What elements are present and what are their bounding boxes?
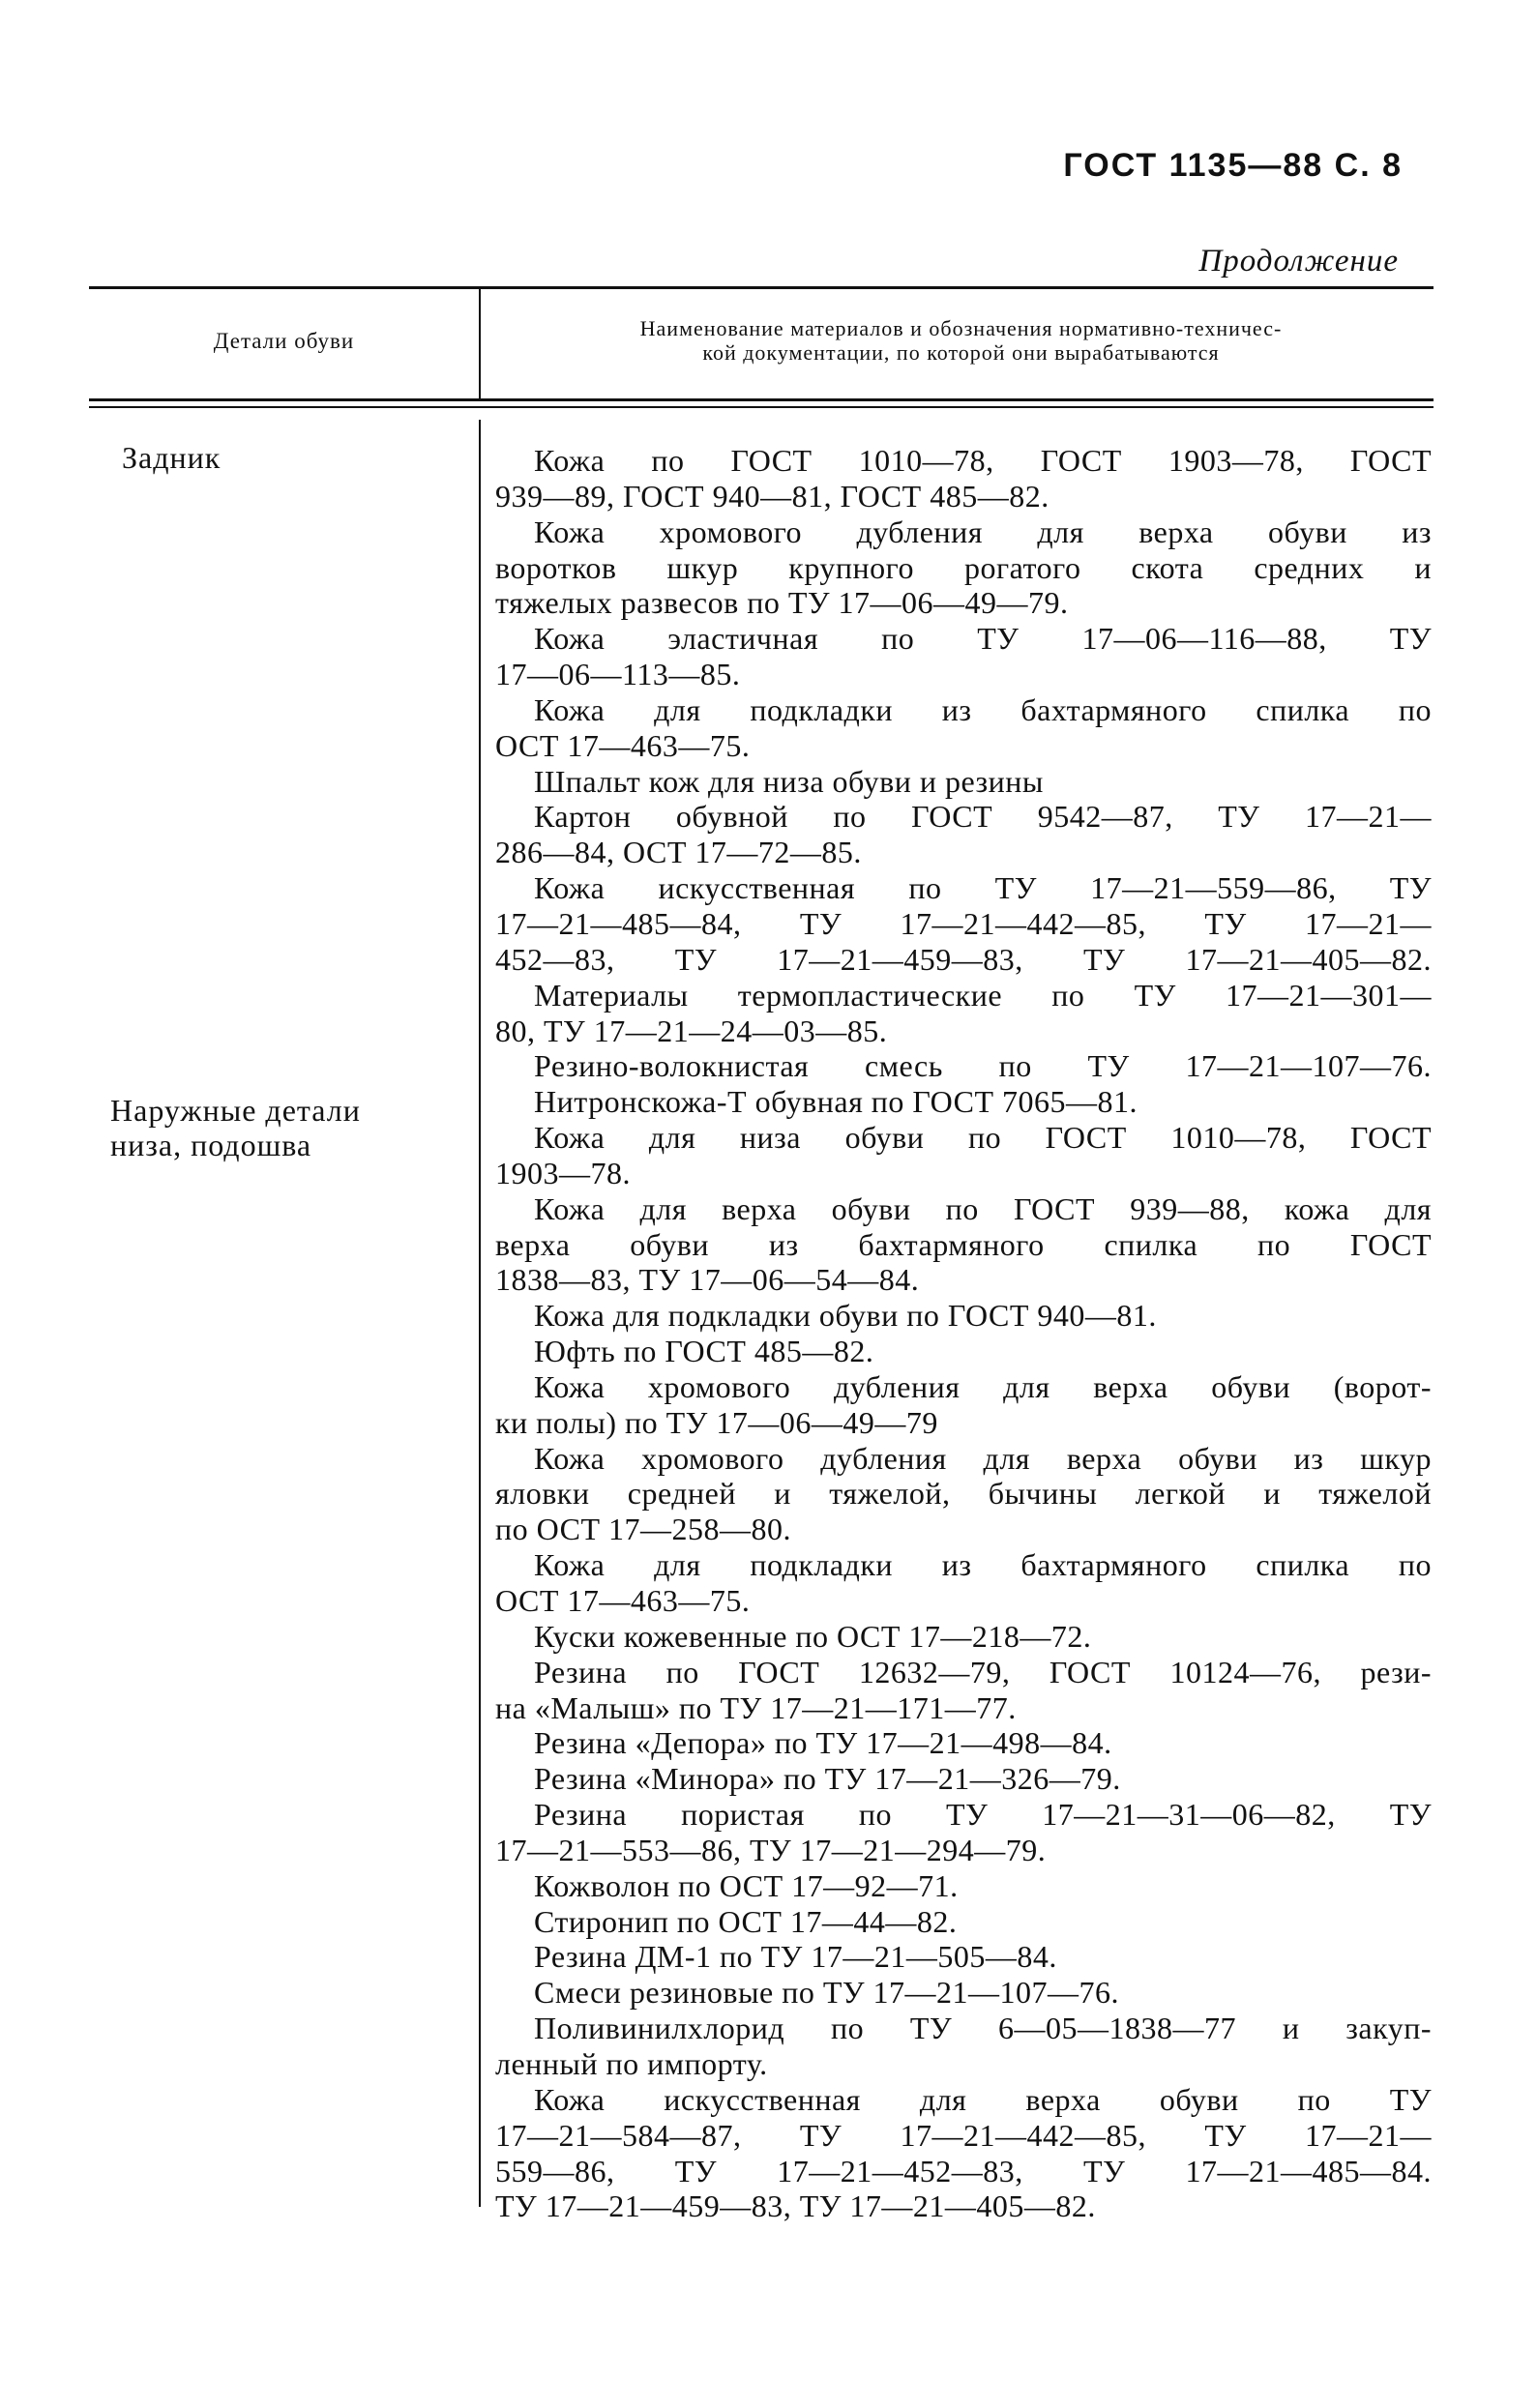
material-line: Кожа для подкладки из бахтармяного спилка по [534, 1547, 1432, 1583]
material-line: ОСТ 17—463—75. [495, 727, 751, 763]
material-line: верха обуви из бахтармяного спилка по ГОСТ [495, 1226, 1432, 1262]
header-bottom-rule [89, 398, 1434, 401]
material-line: Кожа хромового дубления для верха обуви (ворот- [534, 1368, 1432, 1404]
material-line: яловки средней и тяжелой, бычины легкой и тяжелой [495, 1476, 1432, 1512]
material-line: Материалы термопластические по ТУ 17—21—301— [534, 977, 1432, 1013]
shoe-part-line: низа, подошва [110, 1128, 312, 1162]
shoe-part-line: Наружные детали [110, 1093, 361, 1128]
material-line: Кожа искусственная по ТУ 17—21—559—86, ТУ [534, 870, 1432, 906]
material-line: ТУ 17—21—459—83, ТУ 17—21—405—82. [495, 2188, 1096, 2224]
material-line: воротков шкур крупного рогатого скота средних и [495, 549, 1432, 585]
column-header-materials [488, 316, 1434, 365]
shoe-part-outsole [110, 1093, 468, 1162]
column-header-line: Наименование материалов и обозначения нормативно-техничес- [639, 316, 1283, 340]
material-line: Кожа для подкладки из бахтармяного спилка по [534, 691, 1432, 727]
material-line: Поливинилхлорид по ТУ 6—05—1838—77 и закуп- [534, 2011, 1432, 2046]
column-header-parts: Детали обуви [213, 329, 355, 353]
material-line: 452—83, ТУ 17—21—459—83, ТУ 17—21—405—82. [495, 941, 1432, 977]
shoe-part-heel [122, 440, 480, 475]
material-line: Резина «Минора» по ТУ 17—21—326—79. [534, 1761, 1121, 1797]
material-line: Смеси резиновые по ТУ 17—21—107—76. [534, 1975, 1120, 2011]
material-line: по ОСТ 17—258—80. [495, 1512, 792, 1547]
header-bottom-rule-double [89, 406, 1434, 408]
material-line: Кожа для подкладки обуви по ГОСТ 940—81. [534, 1298, 1157, 1334]
materials-column [495, 443, 1432, 2224]
material-line: Кожа хромового дубления для верха обуви из [534, 514, 1432, 549]
material-line: тяжелых развесов по ТУ 17—06—49—79. [495, 585, 1069, 621]
material-line: на «Малыш» по ТУ 17—21—171—77. [495, 1689, 1017, 1725]
material-line: Резина «Депора» по ТУ 17—21—498—84. [534, 1725, 1112, 1761]
material-line: Кожа эластичная по ТУ 17—06—116—88, ТУ [534, 621, 1432, 657]
material-line: 17—21—584—87, ТУ 17—21—442—85, ТУ 17—21— [495, 2117, 1432, 2153]
material-line: 17—21—553—86, ТУ 17—21—294—79. [495, 1832, 1047, 1867]
material-line: ленный по импорту. [495, 2045, 768, 2081]
material-line: Резино-волокнистая смесь по ТУ 17—21—107—76. [534, 1048, 1432, 1084]
material-line: Нитронскожа-Т обувная по ГОСТ 7065—81. [534, 1084, 1138, 1120]
material-line: Кожа искусственная для верха обуви по ТУ [534, 2081, 1432, 2117]
material-line: 939—89, ГОСТ 940—81, ГОСТ 485—82. [495, 478, 1049, 514]
material-line: 17—21—485—84, ТУ 17—21—442—85, ТУ 17—21— [495, 905, 1432, 941]
shoe-part-line: Задник [122, 440, 222, 475]
material-line: Кожа по ГОСТ 1010—78, ГОСТ 1903—78, ГОСТ [534, 443, 1432, 478]
material-line: 80, ТУ 17—21—24—03—85. [495, 1013, 888, 1048]
material-line: Резина ДМ-1 по ТУ 17—21—505—84. [534, 1939, 1057, 1975]
page-header: ГОСТ 1135—88 С. 8 [1063, 147, 1403, 184]
material-line: Юфть по ГОСТ 485—82. [534, 1334, 874, 1369]
material-line: Шпальт кож для низа обуви и резины [534, 763, 1044, 799]
material-line: ОСТ 17—463—75. [495, 1583, 751, 1618]
material-line: Кожа для низа обуви по ГОСТ 1010—78, ГОСТ [534, 1120, 1432, 1156]
column-divider [479, 420, 481, 2207]
column-divider [479, 289, 481, 398]
column-header-line: кой документации, по которой они вырабатываются [702, 340, 1220, 365]
material-line: ки полы) по ТУ 17—06—49—79 [495, 1404, 938, 1440]
material-line: Куски кожевенные по ОСТ 17—218—72. [534, 1618, 1092, 1654]
material-line: 559—86, ТУ 17—21—452—83, ТУ 17—21—485—84. [495, 2153, 1432, 2188]
material-line: Стиронип по ОСТ 17—44—82. [534, 1903, 958, 1939]
continuation-label: Продолжение [1198, 244, 1399, 279]
material-line: Кожа хромового дубления для верха обуви из шкур [534, 1440, 1432, 1476]
material-line: 286—84, ОСТ 17—72—85. [495, 835, 862, 870]
material-line: 17—06—113—85. [495, 657, 741, 692]
material-line: 1903—78. [495, 1155, 631, 1190]
material-line: 1838—83, ТУ 17—06—54—84. [495, 1262, 920, 1298]
material-line: Кожа для верха обуви по ГОСТ 939—88, кожа для [534, 1190, 1432, 1226]
material-line: Картон обувной по ГОСТ 9542—87, ТУ 17—21— [534, 799, 1432, 835]
table-top-rule [89, 286, 1434, 289]
material-line: Резина по ГОСТ 12632—79, ГОСТ 10124—76, рези- [534, 1654, 1432, 1689]
material-line: Резина пористая по ТУ 17—21—31—06—82, ТУ [534, 1797, 1432, 1833]
material-line: Кожволон по ОСТ 17—92—71. [534, 1867, 959, 1903]
